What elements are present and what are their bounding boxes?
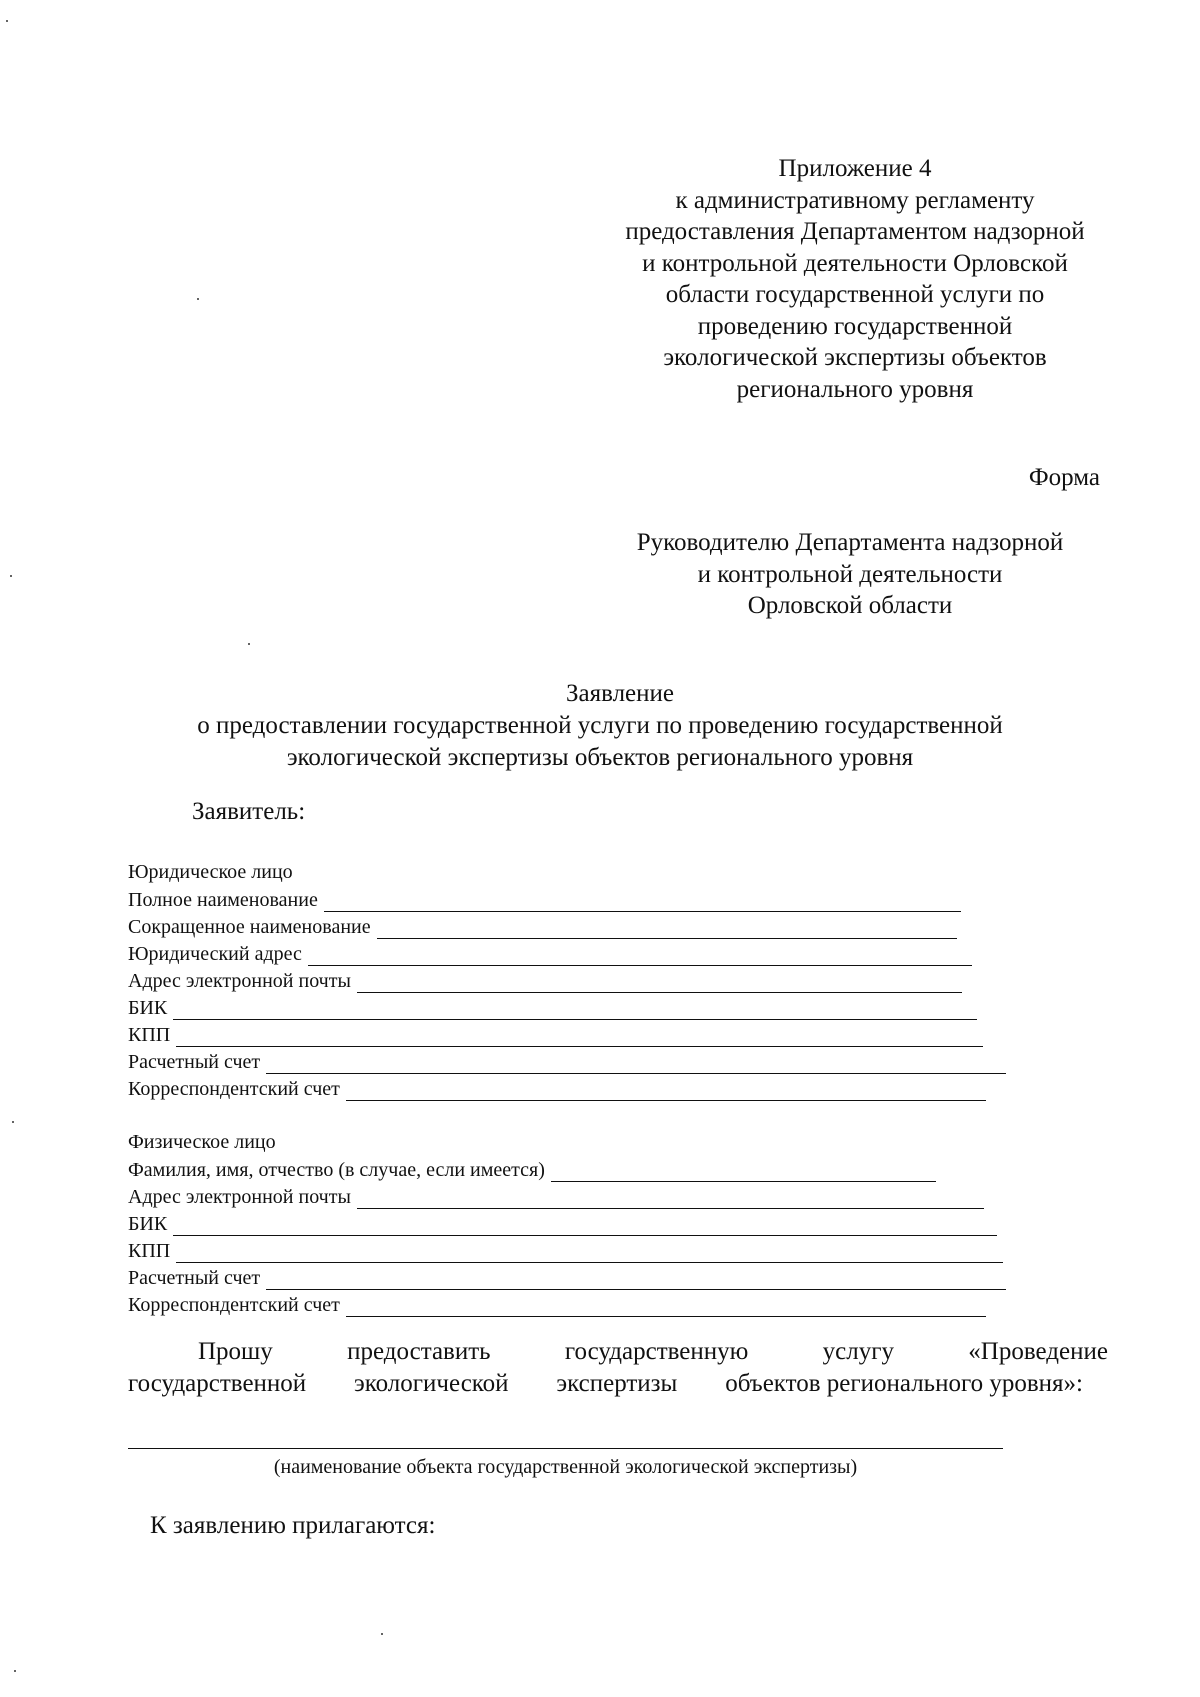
legal-address-field[interactable] [308,946,972,966]
individual-account-field[interactable] [266,1270,1006,1290]
individual-full-name-row [128,1158,936,1182]
field-label: Корреспондентский счет [128,1294,340,1316]
annex-line: области государственной услуги по [665,281,1045,308]
scan-speck [6,20,8,22]
request-word: экологической [354,1370,509,1397]
individual-email-field[interactable] [357,1189,984,1209]
attachments-label: К заявлению прилагаются: [150,1512,436,1539]
individual-heading: Физическое лицо [128,1131,276,1153]
legal-account-row [128,1050,1006,1074]
title-line-1: Заявление [565,680,675,707]
field-label: БИК [128,997,168,1019]
individual-full-name-field[interactable] [551,1162,936,1182]
scan-speck [12,1121,14,1123]
field-label: КПП [128,1240,171,1262]
legal-kpp-field[interactable] [176,1027,983,1047]
request-paragraph [128,1336,1108,1400]
title-line-2: о предоставлении государственной услуги по проведению государственной [197,712,1003,739]
field-label: Адрес электронной почты [128,1186,351,1208]
applicant-label: Заявитель: [192,798,306,825]
individual-email-row [128,1185,984,1209]
object-name-caption: (наименование объекта государственной экологической экспертизы) [273,1456,858,1478]
legal-corr-account-row [128,1077,986,1101]
individual-kpp-row [128,1239,1003,1263]
field-label: Полное наименование [128,889,318,911]
request-line-1 [128,1336,1108,1368]
annex-line: проведению государственной [697,312,1013,340]
request-word: государственной [128,1370,307,1397]
request-word: объектов регионального уровня»: [725,1370,1083,1397]
annex-line: и контрольной деятельности Орловской [642,249,1068,277]
legal-kpp-row [128,1023,983,1047]
individual-bik-row [128,1212,997,1236]
legal-email-row [128,969,962,993]
individual-bik-field[interactable] [173,1216,997,1236]
individual-kpp-field[interactable] [176,1243,1003,1263]
field-label: БИК [128,1213,168,1235]
legal-email-field[interactable] [357,973,962,993]
annex-line: регионального уровня [736,375,974,403]
annex-line: экологической экспертизы объектов [663,344,1047,371]
scan-speck [248,643,250,645]
field-label: Адрес электронной почты [128,970,351,992]
request-line-2 [128,1368,1083,1400]
request-word: «Проведение [968,1338,1108,1365]
field-label: Расчетный счет [128,1051,261,1073]
scan-speck [381,1633,383,1635]
individual-account-row [128,1266,1006,1290]
legal-bik-field[interactable] [173,1000,977,1020]
individual-corr-account-row [128,1293,986,1317]
legal-bik-row [128,996,977,1020]
annex-header [590,153,1120,405]
legal-corr-account-field[interactable] [346,1081,986,1101]
scan-speck [197,298,199,300]
scan-speck [14,1670,16,1672]
field-label: КПП [128,1024,171,1046]
legal-account-field[interactable] [266,1054,1006,1074]
field-label: Корреспондентский счет [128,1078,340,1100]
addressee-line: и контрольной деятельности [697,560,1003,588]
legal-full-name-row [128,888,961,912]
legal-address-row [128,942,972,966]
field-label: Сокращенное наименование [128,916,371,938]
legal-short-name-field[interactable] [377,919,957,939]
request-word: предоставить [347,1338,491,1365]
title-line-3: экологической экспертизы объектов регионального уровня [286,744,914,771]
document-title [0,678,1200,774]
request-word: Прошу [198,1338,273,1365]
request-word: услугу [822,1338,894,1365]
field-label: Юридический адрес [128,943,302,965]
object-name-field[interactable] [128,1448,1003,1449]
scan-speck [10,575,12,577]
annex-line: к административному регламенту [675,186,1035,214]
request-word: экспертизы [556,1370,678,1397]
addressee-line: Руководителю Департамента надзорной [636,529,1064,556]
legal-full-name-field[interactable] [324,892,961,912]
request-word: государственную [564,1338,749,1365]
annex-line: Приложение 4 [778,155,932,182]
legal-entity-heading: Юридическое лицо [128,861,293,883]
addressee-line: Орловской области [747,592,953,619]
field-label: Фамилия, имя, отчество (в случае, если имеется) [128,1159,545,1181]
individual-corr-account-field[interactable] [346,1297,986,1317]
field-label: Расчетный счет [128,1267,261,1289]
legal-short-name-row [128,915,957,939]
annex-line: предоставления Департаментом надзорной [625,218,1085,245]
form-label: Форма [1028,464,1100,491]
addressee-block [600,527,1100,622]
